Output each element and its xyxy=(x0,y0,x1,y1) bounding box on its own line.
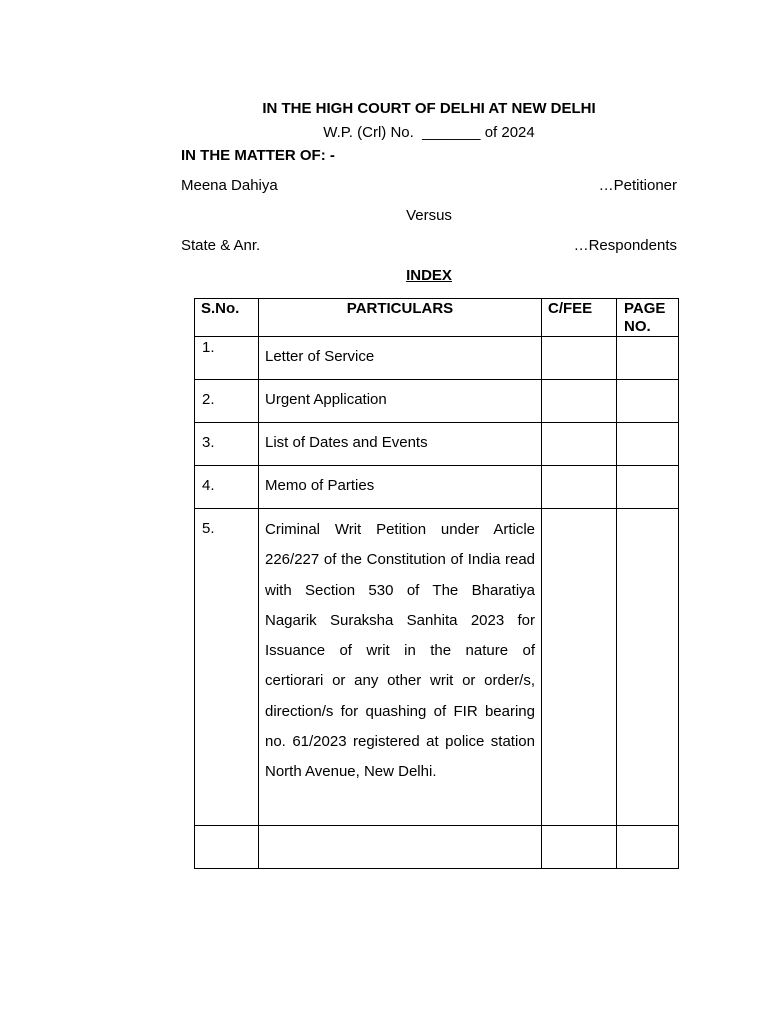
row-page xyxy=(617,826,679,869)
row-page xyxy=(617,423,679,466)
column-header-particulars: PARTICULARS xyxy=(259,299,542,337)
case-number: W.P. (Crl) No. _______ of 2024 xyxy=(323,124,535,141)
row-page xyxy=(617,380,679,423)
row-particulars: Memo of Parties xyxy=(259,466,542,509)
petitioner-role: …Petitioner xyxy=(598,177,677,194)
row-sno xyxy=(195,826,259,869)
respondent-name: State & Anr. xyxy=(181,237,261,254)
table-row xyxy=(195,826,679,869)
row-sno: 5. xyxy=(195,509,259,826)
column-header-cfee: C/FEE xyxy=(542,299,617,337)
row-particulars: Urgent Application xyxy=(259,380,542,423)
row-sno: 2. xyxy=(195,380,259,423)
versus-label: Versus xyxy=(406,207,452,224)
row-particulars-text: Criminal Writ Petition under Article 226/227 of the Constitution of India read with Section 530 of The Bharatiya Nagarik Suraksha Sanhita 2023 for Issuance of writ in the nature of certiorari or any other writ or order/s, direction/s for quashing of FIR bearing no. 61/2023 registered at police station North Avenue, New Delhi. xyxy=(265,521,535,781)
matter-label: IN THE MATTER OF: - xyxy=(181,147,335,164)
row-sno: 3. xyxy=(195,423,259,466)
row-page xyxy=(617,337,679,380)
table-row xyxy=(195,466,679,509)
row-cfee xyxy=(542,337,617,380)
row-page xyxy=(617,466,679,509)
table-row xyxy=(195,380,679,423)
index-heading: INDEX xyxy=(406,267,452,284)
row-cfee xyxy=(542,466,617,509)
table-header-row xyxy=(195,299,679,337)
petitioner-name: Meena Dahiya xyxy=(181,177,278,194)
table-row xyxy=(195,423,679,466)
row-particulars: Letter of Service xyxy=(259,337,542,380)
row-particulars: List of Dates and Events xyxy=(259,423,542,466)
court-title: IN THE HIGH COURT OF DELHI AT NEW DELHI xyxy=(262,100,596,117)
row-page xyxy=(617,509,679,826)
column-header-page-no: PAGE NO. xyxy=(617,299,679,337)
row-sno: 1. xyxy=(195,337,259,380)
respondent-role: …Respondents xyxy=(573,237,677,254)
column-header-sno: S.No. xyxy=(195,299,259,337)
row-particulars xyxy=(259,826,542,869)
row-cfee xyxy=(542,509,617,826)
row-particulars xyxy=(259,509,542,826)
row-cfee xyxy=(542,380,617,423)
index-table xyxy=(194,298,679,869)
row-cfee xyxy=(542,423,617,466)
table-row xyxy=(195,509,679,826)
row-cfee xyxy=(542,826,617,869)
table-row xyxy=(195,337,679,380)
row-sno: 4. xyxy=(195,466,259,509)
